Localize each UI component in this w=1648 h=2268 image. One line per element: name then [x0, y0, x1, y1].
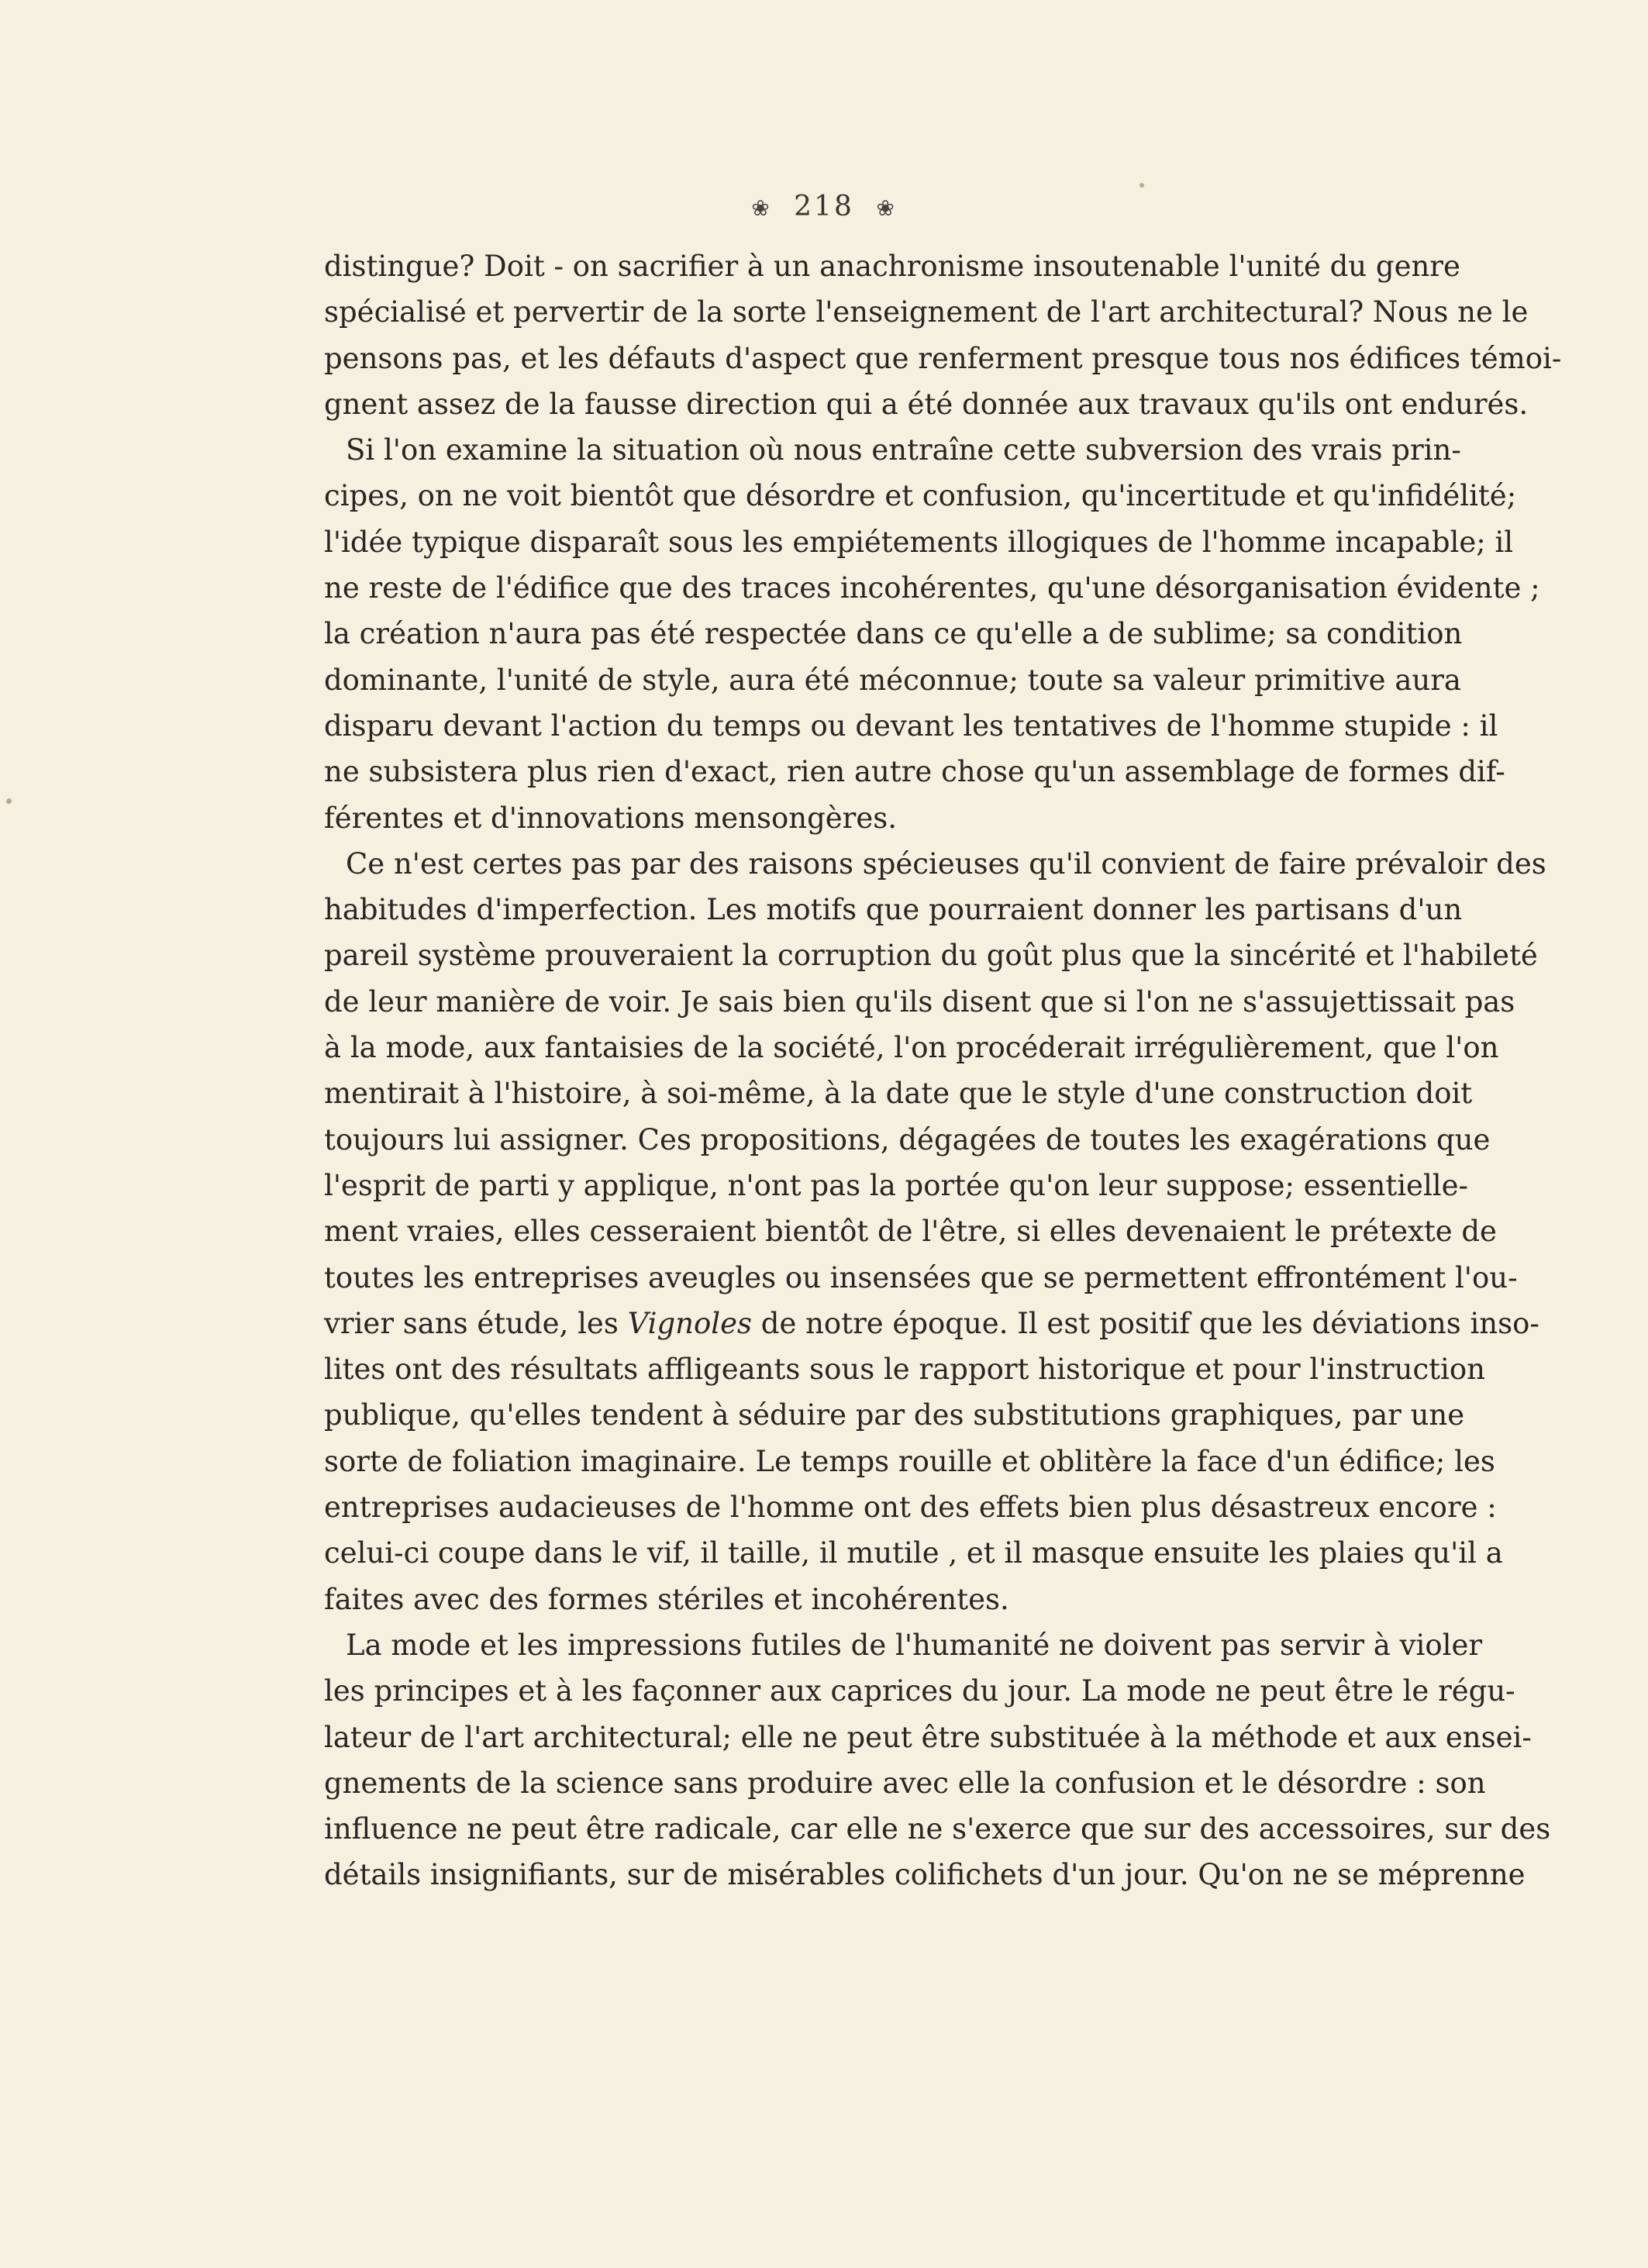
- text-line: toutes les entreprises aveugles ou insensées que se permettent effrontément l'ou-: [324, 1260, 1518, 1294]
- text-line: lateur de l'art architectural; elle ne peut être substituée à la méthode et aux ensei-: [324, 1720, 1532, 1754]
- text-line: celui-ci coupe dans le vif, il taille, il mutile , et il masque ensuite les plaies qu'il a: [324, 1536, 1503, 1570]
- text-line: férentes et d'innovations mensongères.: [324, 801, 898, 835]
- text-line: les principes et à les façonner aux caprices du jour. La mode ne peut être le régu-: [324, 1674, 1515, 1708]
- text-line: distingue? Doit - on sacrifier à un anachronisme insoutenable l'unité du genre: [324, 250, 1460, 283]
- text-line: gnent assez de la fausse direction qui a été donnée aux travaux qu'ils ont endurés.: [324, 387, 1529, 421]
- text-line: dominante, l'unité de style, aura été méconnue; toute sa valeur primitive aura: [324, 663, 1461, 697]
- text-line: mentirait à l'histoire, à soi-même, à la date que le style d'une construction doit: [324, 1077, 1473, 1111]
- text-line: vrier sans étude, les Vignoles de notre époque. Il est positif que les déviations inso-: [324, 1306, 1539, 1340]
- paragraph: [324, 243, 1562, 427]
- text-line: influence ne peut être radicale, car elle ne s'exerce que sur des accessoires, sur des: [324, 1812, 1551, 1846]
- ornament-right-icon: ❀: [876, 195, 897, 221]
- text-line: pensons pas, et les défauts d'aspect que renferment presque tous nos édifices témoi-: [324, 341, 1562, 375]
- text-line: la création n'aura pas été respectée dans ce qu'elle a de sublime; sa condition: [324, 617, 1463, 651]
- text-line: spécialisé et pervertir de la sorte l'enseignement de l'art architectural? Nous ne le: [324, 295, 1529, 329]
- italic-word: Vignoles: [627, 1306, 752, 1340]
- text-line: publique, qu'elles tendent à séduire par des substitutions graphiques, par une: [324, 1398, 1465, 1432]
- text-line: de leur manière de voir. Je sais bien qu'ils disent que si l'on ne s'assujettissait pas: [324, 984, 1515, 1019]
- text-line: lites ont des résultats affligeants sous le rapport historique et pour l'instruction: [324, 1353, 1485, 1387]
- ornament-left-icon: ❀: [751, 195, 772, 221]
- text-line: toujours lui assigner. Ces propositions, dégagées de toutes les exagérations que: [324, 1122, 1491, 1156]
- text-line: ment vraies, elles cesseraient bientôt de l'être, si elles devenaient le prétexte de: [324, 1215, 1497, 1249]
- text-line: disparu devant l'action du temps ou devant les tentatives de l'homme stupide : il: [324, 708, 1498, 743]
- text-line: l'idée typique disparaît sous les empiétements illogiques de l'homme incapable; il: [324, 525, 1514, 559]
- page-number: 218: [794, 191, 854, 222]
- text-line: à la mode, aux fantaisies de la société, l'on procéderait irrégulièrement, que l'on: [324, 1031, 1499, 1065]
- paper-speck: [6, 798, 12, 804]
- text-line: ne reste de l'édifice que des traces incohérentes, qu'une désorganisation évidente ;: [324, 571, 1540, 605]
- text-line: sorte de foliation imaginaire. Le temps rouille et oblitère la face d'un édifice; les: [324, 1444, 1495, 1478]
- text-line: pareil système prouveraient la corruption du goût plus que la sincérité et l'habileté: [324, 939, 1538, 973]
- paper-speck: [1139, 183, 1144, 188]
- text-line: détails insignifiants, sur de misérables colifichets d'un jour. Qu'on ne se méprenne: [324, 1858, 1526, 1892]
- text-line: entreprises audacieuses de l'homme ont des effets bien plus désastreux encore :: [324, 1491, 1497, 1525]
- paragraph: [324, 1622, 1551, 1898]
- body-text: [324, 243, 1562, 1898]
- page-header: [0, 191, 1648, 222]
- text-line: gnements de la science sans produire avec elle la confusion et le désordre : son: [324, 1766, 1486, 1800]
- text-line: habitudes d'imperfection. Les motifs que pourraient donner les partisans d'un: [324, 893, 1463, 927]
- text-line: Ce n'est certes pas par des raisons spécieuses qu'il convient de faire prévaloir des: [346, 846, 1546, 881]
- text-line: La mode et les impressions futiles de l'humanité ne doivent pas servir à violer: [346, 1628, 1483, 1662]
- text-line: faites avec des formes stériles et incohérentes.: [324, 1582, 1009, 1616]
- text-line: l'esprit de parti y applique, n'ont pas la portée qu'on leur suppose; essentielle-: [324, 1168, 1469, 1202]
- paragraph: [324, 427, 1540, 841]
- text-line: ne subsistera plus rien d'exact, rien autre chose qu'un assemblage de formes dif-: [324, 755, 1505, 789]
- text-line: cipes, on ne voit bientôt que désordre et confusion, qu'incertitude et qu'infidélité;: [324, 479, 1517, 513]
- paragraph: [324, 841, 1546, 1622]
- text-line: Si l'on examine la situation où nous entraîne cette subversion des vrais prin-: [346, 433, 1461, 467]
